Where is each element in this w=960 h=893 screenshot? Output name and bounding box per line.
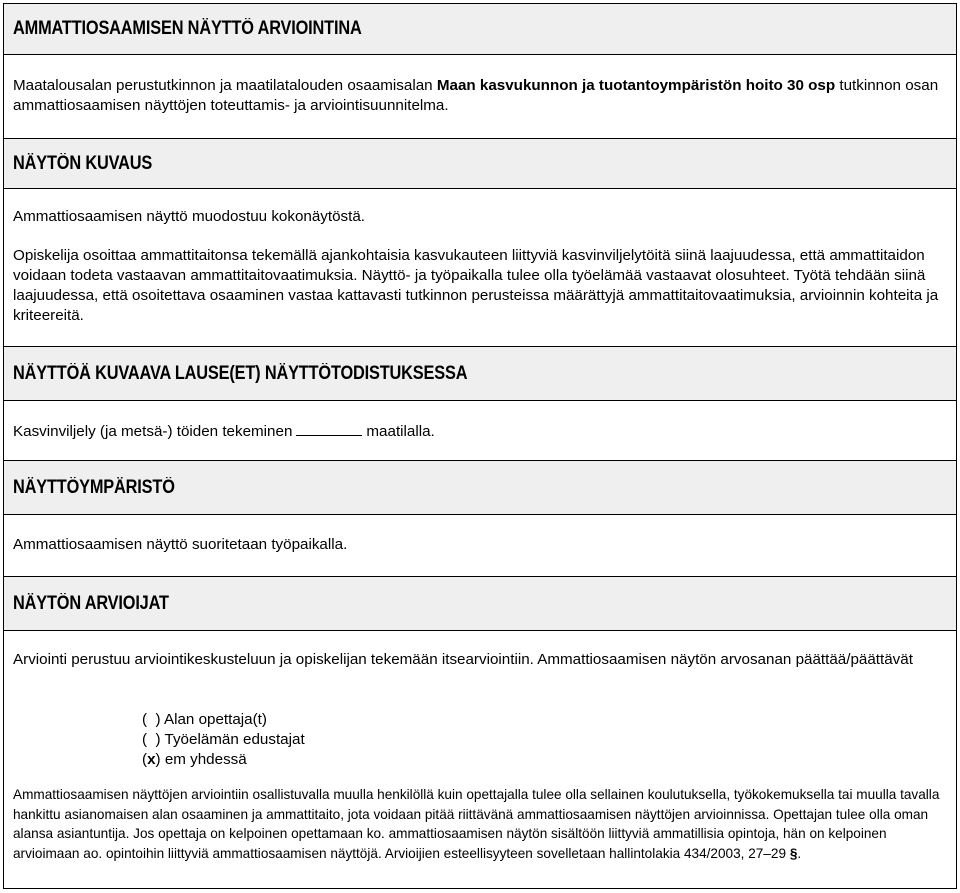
arvioijat-heading-row — [4, 576, 956, 630]
option-label: em yhdessä — [164, 751, 247, 768]
option-mark: ( ) — [142, 711, 161, 728]
kuvaus-section — [4, 188, 956, 346]
p2-period: . — [797, 845, 802, 861]
kuvaus-paragraph-2: Opiskelija osoittaa ammattitaitonsa tekemällä ajankohtaisia kasvukauteen liittyviä kasvinviljelytöitä siinä laajuudessa, että ammattitaidon voidaan todeta vastaavan ammattitaitovaatimuksia. Näyttö- ja työpaikalla tulee olla työelämää vastaavat olosuhteet. Työtä tehdään siinä laajuudessa, että osoitettava osaaminen vastaa kattavasti tutkinnon perusteissa määrättyjä ammattitaitovaatimuksia, arvioinnin kohteita ja kriteereitä. — [13, 247, 939, 324]
page-title: AMMATTIOSAAMISEN NÄYTTÖ ARVIOINTINA — [13, 18, 362, 39]
arvioijat-paragraph-2 — [13, 785, 942, 863]
option-em-yhdessa — [142, 750, 247, 770]
section-sign: § — [789, 845, 798, 861]
intro-paragraph — [13, 76, 946, 116]
option-label: Työelämän edustajat — [164, 731, 305, 748]
lause-section — [4, 400, 956, 460]
option-tyoelaman-edustajat — [142, 730, 305, 750]
blank-line — [296, 421, 362, 436]
option-alan-opettaja — [142, 710, 267, 730]
p2-text: Ammattiosaamisen näyttöjen arviointiin osallistuvalla muulla henkilöllä kuin opettajalla tulee olla sellainen koulutuksella, työkokemuksella tai muulla tavalla hankittu asianomaisen alan osaaminen ja ammattitaito, jota voidaan pitää riittävänä ammattiosaamisen näyttöjen arvioinnissa. Opettajan tulee olla oman alansa asiantuntija. Jos opettaja on kelpoinen opettamaan ko. ammattiosaamisen näytön sisältöön liittyviä ammatillisia opintoja, hän on kelpoinen arvioimaan ao. opintoihin liittyviä ammattiosaamisen näyttöjä. Arvioijien esteellisyyteen sovelletaan hallintolakia 434/2003, 27–29 — [13, 787, 940, 861]
mark-open: ( — [142, 751, 148, 768]
intro-text-bold: Maan kasvukunnon ja tuotantoympäristön hoito 30 osp — [436, 77, 836, 94]
kuvaus-paragraph-1: Ammattiosaamisen näyttö muodostuu kokonäytöstä. — [13, 208, 366, 225]
arvioijat-paragraph-1: Arviointi perustuu arviointikeskusteluun ja opiskelijan tekemään itsearviointiin. Ammattiosaamisen näytön arvosanan päättää/päättävät — [13, 651, 913, 668]
option-label: Alan opettaja(t) — [163, 711, 267, 728]
title-row — [4, 4, 956, 54]
ymparisto-text: Ammattiosaamisen näyttö suoritetaan työpaikalla. — [13, 536, 348, 553]
intro-text-b: tutkinnon osan ammattiosaamisen näyttöjen toteuttamis- ja arviointisuunnitelma. — [13, 77, 939, 114]
option-mark: ( ) — [142, 731, 161, 748]
mark-x: x — [147, 751, 156, 768]
kuvaus-heading: NÄYTÖN KUVAUS — [13, 153, 153, 174]
intro-text-a: Maatalousalan perustutkinnon ja maatilatalouden osaamisalan — [13, 77, 437, 94]
document-frame — [3, 3, 957, 889]
lause-text-b: maatilalla. — [366, 423, 435, 440]
arvioijat-section — [4, 630, 956, 890]
arvioijat-heading: NÄYTÖN ARVIOIJAT — [13, 593, 169, 614]
mark-close: ) — [155, 751, 161, 768]
ymparisto-section — [4, 514, 956, 576]
lause-text-a: Kasvinviljely (ja metsä-) töiden tekeminen — [13, 423, 293, 440]
lause-text — [13, 421, 946, 442]
lause-heading-row — [4, 346, 956, 400]
option-mark — [142, 751, 161, 768]
kuvaus-heading-row — [4, 138, 956, 188]
lause-heading: NÄYTTÖÄ KUVAAVA LAUSE(ET) NÄYTTÖTODISTUKSESSA — [13, 363, 468, 384]
ymparisto-heading-row — [4, 460, 956, 514]
intro-section — [4, 54, 956, 138]
ymparisto-heading: NÄYTTÖYMPÄRISTÖ — [13, 477, 175, 498]
